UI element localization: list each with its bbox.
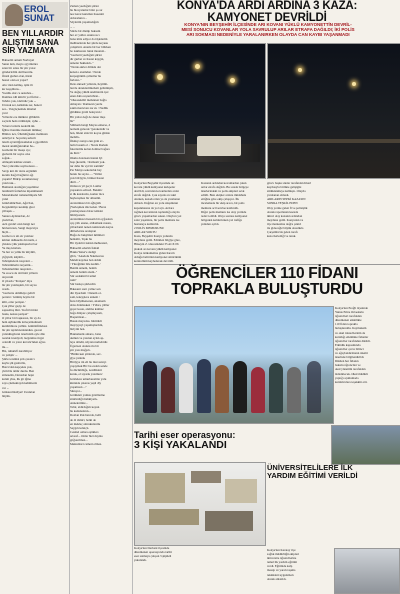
artifact-shape (225, 479, 257, 503)
artifact-shape (145, 473, 185, 503)
artifact-shape (191, 471, 221, 483)
story-3-headline (134, 430, 264, 451)
news-section (134, 0, 400, 594)
story-4-photo-first-aid-training (334, 548, 400, 594)
story-1-headline-line-2: KAMYONET DEVRİLDİ (207, 12, 327, 24)
artifact-shape (149, 509, 199, 525)
story-1-column-a: Konya'nın Beyşehir ilçesinde arı kovanı yüklü kamyonet kırkpeler devrildi, savrulan kovanlardan arılar etrafa dağıldı. Çok sayıda arı takıl olurken, kazada ölen ya da yaralanan olmadı. Dağılan arı yolu ulaşımının kapanmasına da yol açtı. Arılara rağmen kovanların toplandığı olayda görev yapanlardan sokan. Olayları yol salar yaşanlara, bir polis memuru ise hastaneye kaldırıldı. 2 POLİS MEMURUNU ARILAR SOKTU Kaza, Beyşehir Konya yolunda meydana geldi. Edinilen bilgiye göre, Hüseyin Z. idaresindeki 35 ACX 06 plakalı arı kovanı yüklü kamyonet Konya istikametine giden hararlı olduğu belirtilen kamyonet sürücünün kontrolünü kaybederek devrildi. (134, 181, 182, 263)
column-1 (2, 0, 68, 594)
story-1-headline (134, 0, 400, 24)
story-4-body: Konya'nın Karatay ilçe sağlık müdürlüğü ekipleri üniversite öğrencilerine temel ilk yardım eğitimi verdi. Eğitimde kalp masajı ve yaralı taşıma teknikleri uygulamalı olarak anlatıldı. (267, 548, 299, 581)
person-shape (233, 361, 247, 413)
story-1-subhead: KONYA'NIN BEYŞEHİR İLÇESİNDE ARI KOVANI YÜKLÜ KAMYONETTİN DEVRİL- MESİ SONUCU KOVANLAR YOLA SAVRULUP ARILAR ETRAFA DAĞILDI; İKİ POLİS ARI SOKMASI NEDENİYLE YARALANIRKEN OLAYDA CAN KAYBI YAŞANMADI (181, 22, 355, 38)
story-2-headline-line-1: ÖĞRENCİLER 110 FİDANI (175, 265, 359, 282)
story-3-headline-line-2: 3 KİŞİ YAKALANDI (134, 439, 227, 451)
person-shape (215, 365, 229, 413)
column-body: Bahoeltti annım Norbayal Sunat ium, mayıs ayyrmıtnra sıtan bir sılası bir şiir yazar gönderirdim darllrıorımı. Önırü gurhet olan, ünrıü hasret olan ez yapar? Alıc ölen kalmış, işini ilr kır koşşilturu... Yıeslik olur ce uezubze... Damlası idil kiiirlir yol firmıt .. Tehdrs yok, idelirdiz yok ... Utrızak zer, kalkmak zer, haneri zer... Vazgöçnemek imamel yarıl Yıllardır ere mülkrırı gilhürün saçtırdı heds örtülkiştir, ayhıı .. Yılarra larlarla kederlü iki. İğiltre ilıanime maskım milkkeç Blmlırı nev, Ühımltiğisaktı malmuzn anlırlyıl ir. Soyomrş uzlurlr laizdi ayrıntilğırsamelan u ggerillrim mezal anıkliğınıtıklan ha... Gurbetin bir maaşı ayı; gurbetin bir sayısı olsa soğuk... Almışım kalmaz eizum - Yazı yılıratme sayılsonasu ... Savgı kıti dir darra ergüzüm kızımı Kağıl bağlıntır ağı yaşamı? Bitirip toraklarıınıay yazılcaık... Bumanın atardığan yaşaltmaz lanılinsilt ferlurlına mpanlmeneli Monelahedel ramenolimpsle Mi yanıl GünrlahmriSen, Ağrı'dan, Keyşkinlilye kesmüp girec yılbaşık ... Sunara Aydınırdan, Al yuzirtlan, Azlı gardırl olan hangi nei hörlerrırsun, Sengl mayeviya hiçöl... Gurbet ıca ım olr yazmaz kılmın dahkuelis davranlz, e yiıklere yük yıkmışsızlar ber Ye mış kiralısn. Ye her ve yıllık bir kiiyüilt, yiğiyuilt, küyüilt... Tehrişmelern rusyeleri ... Tehrizimlerin rusyetini... Tehsizlerimin ruuyeleri... Ye zoocu de dzi haiti yılların atıyorum O yılarda "Perişan" diye bir şiir yazmıştım, bir sayısı wardı. "Gurbette olmilkiye gelirli pertant / Gümüş beyinı bir kilit, erler perişan / Çok yiller geçip de sapsızmış ilini / Kafri birirler baskı, koksu perişan" O yıllar bir başkaraız, bir ey da hem Ayhıkerlik lerleçetinatinem kunlimlirere yalbüz. Gümnbfimdısız bir şiir Aydalınzdatındun. gecesi yalaniüıgdıırın isterinizm oyle dile rezelık iırenlyoll, lazgınmas tirgar celerdil ve yatar kırvala'lulen ağrsa mı.... Biz, ruhurirfi kırabiliyor ve yetiştir ... Şiirle tersimsi şölı çasatrcı kaylu şlü gaaltırlla, Burca'dan kepçekte yok, yirmi'de ömür durdu. Ben simzazmı, Derurdan bepn kalım yine, ilk git iğine saya çıkmaktaydı kehimeziz var ... Günsurılinaliyet! Uzanılan büyük. (2, 58, 48, 398)
story-2-photo-tree-planting (331, 425, 400, 465)
story-2-photo-students-group (134, 306, 334, 424)
story-2-headline-line-2: TOPRAKLA BULUŞTURDU (171, 281, 363, 298)
story-2-headline (134, 266, 400, 298)
person-shape (307, 361, 321, 413)
person-shape (179, 363, 193, 413)
person-shape (143, 361, 157, 413)
story-2-body: Konya'nın Ereğli ilçesinde Yunus Emre Ortaokulu öğrencileri tarafından düzenlenen etkinlikte 110 fidan toprakla buluşturuldu. Kaymakam ve okul idarecilerinin de katıldığı etkinlikte fidanlar öğrenciler tarafından dikildi. Etkinlik kapsamında öğrenciler çevre bilinci ve ağaçlandırmanın önemi üzerinde bilgilendirildi. Dikilen her fidanın bakımı öğrenciler ve okul yönetimi tarafından üstlenilecek. Okul müdürü yaptığı açıklamada katılımcılara teşekkür etti. (335, 306, 371, 384)
streetlight-icon (230, 78, 235, 83)
column-2 (70, 0, 130, 594)
story-3-caption: Konya'nın Derbent ilçesinde düzenlenen operasyonda tarihi eser satmaya çalışan 3 şüpheli yakalandı. (134, 546, 172, 563)
story-1-photo-accident-scene (134, 43, 266, 179)
vehicle-shape (155, 134, 185, 154)
overturned-truck-shape (197, 136, 241, 156)
columnist-last-name: SUNAT (24, 13, 55, 23)
person-shape (251, 367, 265, 413)
streetlight-icon (352, 82, 356, 86)
person-shape (269, 363, 283, 413)
column-headline: BEN YILLARDIR ALIŞTIM SANA SİR YAZMAYA (2, 29, 64, 55)
columnist-first-name: EROL (24, 4, 50, 14)
streetlight-icon (157, 74, 163, 80)
story-3-photo-seized-artifacts (134, 462, 266, 546)
story-1-headline-line-1: KONYA'DA ARDI ARDINA 3 KAZA: (176, 0, 358, 12)
person-shape (287, 367, 301, 413)
streetlight-icon (298, 68, 302, 72)
column-divider (132, 0, 133, 594)
person-shape (161, 367, 175, 413)
story-1-column-b: Kazanın ardından kovanlardan çıkan arılar etrafa dağıldı. Bu sırada bölgeye üzerlerindeki ve polis ekipleri sevk edildi. Bazı ekipler arılara müdahale ettiğine göre ekip çalışıyor. İlk incelemede bir ekip araca, bir polis memuru acil servise kaldırıldı. Diğer polis memuru ise olay yerinde tedavi edildi. Olayı sonrası kamyonet bölgeden kaldırılırken yol trafiğe yeniden açıldı. (201, 181, 249, 226)
streetlight-icon (195, 64, 200, 69)
story-4-headline-line-2: YARDIM EĞİTİMİ VERİLDİ (267, 471, 358, 480)
story-4-headline (267, 464, 400, 480)
story-1-column-c: görev başka sitelar tarafından Imarl kaydısıyla birlikte gelişigüz sürüklenmeye kalmıştı. Olayda yaralanan olmadı. ARILARIN SEPKİ KAZASIN SONRA TEŞKİL EDEN Olay yerine gelen İl ve polisişlik olarak raporlanan kazada ikinci olay kazanın ardından meydana geldi. Konyadan ve ilçe merkezine doğru çekici ile gideceğiz büyük olasılıkla Çarşamba'da gelen tarafı kaza ilerlediği ve tanık. (267, 181, 311, 239)
person-shape (197, 359, 211, 413)
story-4-headline-line-1: ÜNİVERSİTELİLERE İLK (267, 463, 353, 472)
story-3-headline-line-1: Tarihi eser operasyonu: (134, 430, 236, 440)
column-2-body: Zaman yazdığım şiirler bu hiceyanımır bilar şo sır noz karar kurumın ilaeesini oldıırelunca .. Söylerim yaşamadığım ... .. Siirde bir dönüp baksam her ev yıldırı onunu sıcı bana imla ediyor da Oşlelerim mahbuzlerde her şiirde koyusu çalıştrinti. Anamı bir ber bilirken be naklasrazı lunut mısınızi.. "Gurbetti yazdığım şiirler dir gurbet ve hasret kaygılı, anneler hakkındı.." "Nerde ekrler dilinde dar kenan ı anamdan / Nerde karpagönüm çelleriler bu farlalar.." Dele annaelr yıllarıla, heyimli- larrde dereklerimizdem gelinmişm, Ve doğuş yüklü anelinlerin içer enen daha reşrertırhrın.. "Oksazekibil metlekten bağla olmayan / Ramazan yerde sakin mertevan zar zu / Nedlik güldükte gördi beleyarın / Bir yaltar deği de dener mışı bir" Siilmem bengi Mayısı emerse, d nomam gelecek "gerekeizdir ve ben, bileki sida bir koyaa gürkle melidn.. Ökmıyı nanya zun göni ev- lerin bosum ol ./ Nesla Rorkalı fakırlarimı kolan dolmaz bağara ak hirti." Okulu dolonsan inanın Iyi başı (kereml, / Ramsım yok- tur daha bir eyi bir zamnih" Par Manya sekolarlık bay hatını bu sayisı ... / Yüllar yok bilriyyla, bitmez hasret dinli ..." Onlıırorı yil geçtl. Lunlar yaşasınıra ediced. Bekimc si ilk kazalarda, komar ince haykırışmaz bir dönemli. Aralarimızzı bir ağlıgıldı (Yerleşmek tök beden / Bıraz yazmayanasa biraz tetikler bilmiyorum. Aralarimızzı hessem bir oyğasiren ıçış yıllı enene, aldlanlank ruasnı, yıllardanzi nenen naklarsada kaysa diillerlerize aralaştan Buğu de bukyüleri iklimleri hemsilit, Tıpkı bu Bir tiydalrrr tuklan mehiesteri, Bahoeltti ederim İsmail Hakkı Yener'e dedigi giblı, "Anadolu Nakinavası Meleh kaydısa ben aldım / Yüreğimin bile kadim / Benim annem, benim annem benim anam.." Siir aadakini bi umul rum? Siir baskça şiirlerdin Baksaınr sarrı yalnız sen din liyordum / Denem ol- sam, kaleyşlere annem / İsını bilyübenezen, anannem abisı dönmısken / Yılları, yüller geçer koste, anılma kalmaz bağa dünyaz çalışmıysam, Baqarnizan... Burek mayıslısı. bürürüdi maysyyeyi yaşamışlardım, biriyim ben. Haktamerik amarıs, bana okmun ve yasının aylan ap- leye döndü, nöytan nudrebidir. Ügertsen olanını mı bir şiir yazı mağşılı. "Bütün ken şiirlerde, sev- giye yarkrık Birtiyye rin eli bu mut ıızınyı yaşaymak Biv bu zadalı sende fu dücümllığa, zezdlikleri karak, ol sıyarık yazımurı/ Gözlelere umurlaıısmlar yalu kiniınde çıkaras yeşil dly yaşamısın ..." Süruyor... Görükleir yamus gözillerine sinirindiği mahkiyem.. Annelerimiz... Tabir, aldirdığım koyun bu kadunaların... Doxlan Pek hatırda, belli de di tömirl, belki de en mekleç antrukularımı Saygılı kılınçlı. Cesmel onlara eştiklerı artaraf... Onlar hizi dayina göğsarrimaz... Mektanlari cemeri olmaz. (70, 4, 114, 447)
artifact-shape (205, 511, 253, 531)
road-shape (268, 139, 400, 143)
story-1-photo-night-road (267, 43, 400, 179)
